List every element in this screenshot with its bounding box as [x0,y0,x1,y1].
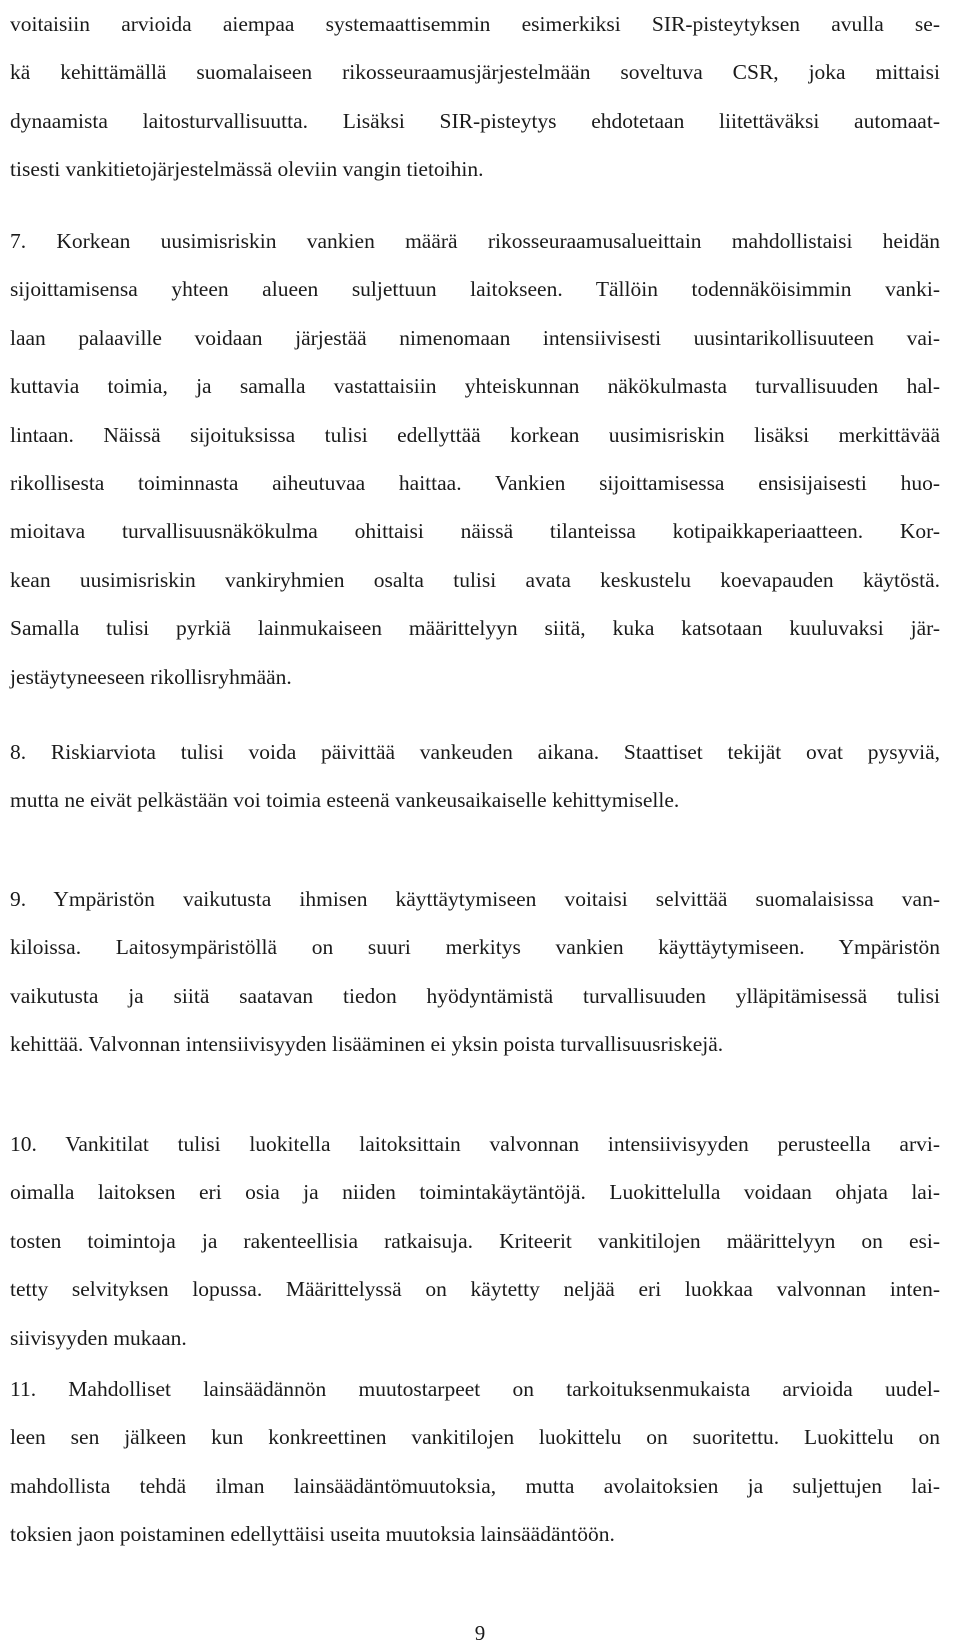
text-line: siivisyyden mukaan. [10,1325,187,1350]
page-number: 9 [474,1621,486,1645]
text-line: kean uusimisriskin vankiryhmien osalta tulisi avata keskustelu koevapauden käytöstä. [10,567,940,592]
text-line: sijoittamisensa yhteen alueen suljettuun laitokseen. Tällöin todennäköisimmin vanki- [10,277,940,302]
text-line: kä kehittämällä suomalaiseen rikosseuraamusjärjestelmään soveltuva CSR, joka mittaisi [10,60,940,85]
text-line: laan palaaville voidaan järjestää nimenomaan intensiivisesti uusintarikollisuuteen vai- [10,325,940,350]
paragraph-11 [10,1365,940,1559]
text-line: mutta ne eivät pelkästään voi toimia esteenä vankeusaikaiselle kehittymiselle. [10,788,680,813]
text-line: lintaan. Näissä sijoituksissa tulisi edellyttää korkean uusimisriskin lisäksi merkittävää [10,422,940,447]
text-line: voitaisiin arvioida aiempaa systemaattisemmin esimerkiksi SIR-pisteytyksen avulla se- [10,12,940,36]
text-line: 9. Ympäristön vaikutusta ihmisen käyttäytymiseen voitaisi selvittää suomalaisissa van- [10,887,940,911]
paragraph-intro [10,0,940,194]
paragraph-10 [10,1120,940,1362]
paragraph-9 [10,875,940,1069]
text-line: dynaamista laitosturvallisuutta. Lisäksi SIR-pisteytys ehdotetaan liitettäväksi automaat- [10,108,940,133]
text-line: 8. Riskiarviota tulisi voida päivittää vankeuden aikana. Staattiset tekijät ovat pysyviä, [10,740,940,764]
text-line: mioitava turvallisuusnäkökulma ohittaisi näissä tilanteissa kotipaikkaperiaatteen. Kor- [10,519,940,544]
text-line: tetty selvityksen lopussa. Määrittelyssä on käytetty neljää eri luokkaa valvonnan inten- [10,1277,940,1302]
text-line: vaikutusta ja siitä saatavan tiedon hyödyntämistä turvallisuuden ylläpitämisessä tulisi [10,983,940,1008]
text-line: kiloissa. Laitosympäristöllä on suuri merkitys vankien käyttäytymiseen. Ympäristön [10,935,940,960]
text-line: tosten toimintoja ja rakenteellisia ratkaisuja. Kriteerit vankitilojen määrittelyyn on esi- [10,1228,940,1253]
text-line: toksien jaon poistaminen edellyttäisi useita muutoksia lainsäädäntöön. [10,1522,615,1547]
text-line: tisesti vankitietojärjestelmässä oleviin vangin tietoihin. [10,157,484,182]
paragraph-8 [10,728,940,825]
text-line: kuttavia toimia, ja samalla vastattaisiin yhteiskunnan näkökulmasta turvallisuuden hal- [10,374,940,399]
text-line: 11. Mahdolliset lainsäädännön muutostarpeet on tarkoituksenmukaista arvioida uudel- [10,1377,940,1401]
text-line: oimalla laitoksen eri osia ja niiden toimintakäytäntöjä. Luokittelulla voidaan ohjata lai- [10,1180,940,1205]
text-line: 7. Korkean uusimisriskin vankien määrä rikosseuraamusalueittain mahdollistaisi heidän [10,229,940,253]
text-line: 10. Vankitilat tulisi luokitella laitoksittain valvonnan intensiivisyyden perusteella arvi- [10,1132,940,1156]
text-line: mahdollista tehdä ilman lainsäädäntömuutoksia, mutta avolaitoksien ja suljettujen lai- [10,1473,940,1498]
text-line: kehittää. Valvonnan intensiivisyyden lisääminen ei yksin poista turvallisuusriskejä. [10,1032,724,1057]
text-line: rikollisesta toiminnasta aiheutuvaa haittaa. Vankien sijoittamisessa ensisijaisesti huo- [10,470,940,495]
text-line: jestäytyneeseen rikollisryhmään. [10,664,292,689]
text-line: Samalla tulisi pyrkiä lainmukaiseen määrittelyyn siitä, kuka katsotaan kuuluvaksi jär- [10,616,940,641]
paragraph-7 [10,217,940,701]
text-line: leen sen jälkeen kun konkreettinen vankitilojen luokittelu on suoritettu. Luokittelu on [10,1425,940,1450]
